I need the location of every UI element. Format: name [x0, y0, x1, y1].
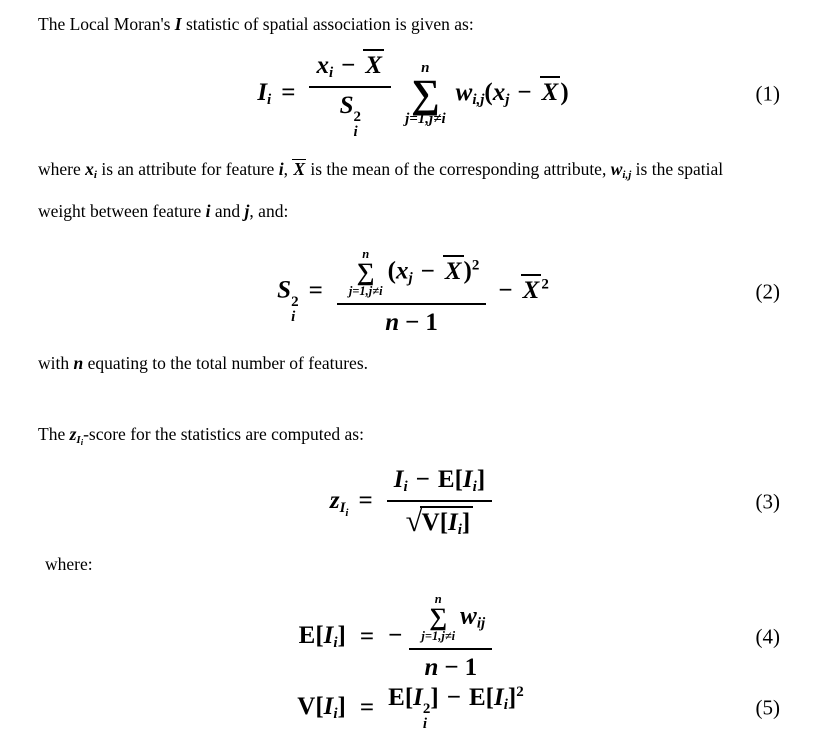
- subscript: i: [328, 64, 334, 81]
- text-run: is the spatial: [631, 159, 724, 179]
- equation-5-lhs: [254, 693, 346, 723]
- subscript: j: [505, 91, 510, 108]
- close-bracket: ]: [337, 622, 346, 649]
- superscript: 2: [471, 257, 480, 274]
- var-S: S: [277, 276, 292, 304]
- subscript: i: [403, 478, 408, 495]
- var-i: i: [205, 201, 211, 221]
- equation-number-1: (1): [755, 81, 780, 106]
- equation-2: [0, 240, 826, 344]
- superscript: 2: [541, 276, 549, 293]
- paragraph-with-n: [38, 345, 796, 381]
- var-w: w: [460, 602, 477, 630]
- var-n: n: [385, 308, 400, 336]
- minus-sign: −: [405, 308, 420, 336]
- var-I: I: [257, 78, 268, 106]
- equation-4: [0, 590, 826, 684]
- numerator: [337, 247, 487, 302]
- operator-E: E: [298, 622, 316, 649]
- equation-1: [0, 46, 826, 142]
- subscript-I: I: [339, 499, 346, 516]
- equals-sign: =: [359, 694, 375, 721]
- subscript: i: [333, 635, 338, 651]
- text-run: statistic of spatial association is given as:: [181, 14, 474, 34]
- x-bar: X: [521, 274, 542, 304]
- var-S: S: [339, 91, 354, 119]
- x-bar: X: [293, 159, 305, 179]
- sum-lower-limit: j=1,j≠i: [405, 111, 446, 127]
- x-bar: X: [540, 76, 561, 106]
- equals-sign: =: [281, 78, 296, 106]
- var-w: w: [455, 78, 473, 106]
- text-run: weight between feature: [38, 201, 206, 221]
- open-bracket: [: [404, 684, 414, 711]
- numerator: [409, 592, 492, 647]
- radicand: [420, 506, 474, 539]
- var-w: w: [610, 159, 623, 179]
- var-x: x: [492, 78, 506, 106]
- open-bracket: [: [315, 622, 324, 649]
- line-2: [38, 193, 796, 229]
- text-run: is the mean of the corresponding attribute,: [306, 159, 611, 179]
- fraction: [409, 592, 492, 681]
- var-I: I: [323, 693, 334, 720]
- sum-lower-limit: j=1,j≠i: [421, 629, 456, 644]
- minus-sign: −: [388, 621, 403, 649]
- denominator: [399, 502, 481, 539]
- numerator: [309, 49, 391, 86]
- paragraph-zscore: [38, 416, 796, 460]
- denominator: [333, 88, 368, 140]
- minus-sign: −: [517, 78, 532, 106]
- subscript: i: [333, 706, 338, 722]
- close-paren: ): [560, 78, 569, 106]
- sum-upper-limit: n: [421, 59, 430, 76]
- var-I: I: [493, 684, 504, 711]
- var-x: x: [85, 159, 94, 179]
- equals-sign: =: [359, 623, 375, 650]
- var-j: j: [244, 201, 250, 221]
- sigma-symbol: ∑: [429, 603, 448, 631]
- math-var-I: I: [174, 14, 182, 34]
- summation: [405, 60, 446, 129]
- var-I: I: [323, 622, 334, 649]
- minus-sign: −: [446, 684, 461, 711]
- operator-E: E: [468, 684, 486, 711]
- numerator: [387, 466, 492, 500]
- subscript: i,j: [472, 91, 485, 108]
- open-bracket: [: [454, 465, 463, 493]
- var-I: I: [462, 465, 473, 493]
- digit-one: 1: [464, 653, 478, 681]
- equation-3: [0, 462, 826, 542]
- text-run: equating to the total number of features.: [83, 353, 369, 373]
- subscript: i,j: [622, 169, 632, 181]
- equation-5: [0, 684, 826, 732]
- x-bar: X: [443, 255, 464, 285]
- equation-1-body: [257, 49, 568, 140]
- line-1: [38, 151, 796, 193]
- text-run: where: [38, 159, 86, 179]
- operator-V: V: [297, 693, 316, 720]
- summation: [349, 247, 383, 298]
- operator-V: V: [421, 508, 440, 536]
- paragraph-intro: [38, 6, 796, 42]
- denominator: [417, 650, 484, 682]
- paragraph-where2: [45, 546, 796, 582]
- sum-lower-limit: j=1,j≠i: [348, 284, 383, 299]
- open-paren: (: [484, 78, 493, 106]
- minus-sign: −: [498, 276, 513, 304]
- text-run: with: [38, 353, 74, 373]
- subscript: i: [267, 91, 272, 108]
- open-paren: (: [387, 257, 396, 285]
- text-run: The Local Moran's: [38, 14, 175, 34]
- operator-E: E: [388, 684, 405, 711]
- var-x: x: [316, 51, 329, 79]
- var-x: x: [395, 257, 409, 285]
- subscript: j: [408, 270, 413, 287]
- var-n: n: [73, 353, 84, 373]
- close-bracket: ]: [476, 465, 486, 493]
- subscript: i: [93, 169, 97, 181]
- close-bracket: ]: [507, 684, 517, 711]
- subscript: i: [503, 697, 508, 713]
- radical-sign: √: [405, 502, 423, 538]
- text-run: is an attribute for feature: [96, 159, 279, 179]
- text-run: where:: [45, 554, 93, 574]
- sum-upper-limit: n: [362, 247, 370, 262]
- text-run: ,: [283, 159, 293, 179]
- minus-sign: −: [444, 653, 459, 681]
- equals-sign: =: [358, 486, 373, 514]
- sup-sub-stack: 2 i: [291, 293, 299, 325]
- paragraph-where-attr: [38, 151, 796, 229]
- var-I: I: [393, 465, 404, 493]
- subscript-i: i: [80, 437, 84, 447]
- fraction: [387, 466, 492, 539]
- subscript-I: I: [76, 434, 81, 446]
- close-bracket: ]: [430, 684, 439, 711]
- minus-sign: −: [420, 257, 435, 285]
- var-I: I: [448, 508, 458, 536]
- equation-3-body: [330, 466, 496, 539]
- operator-E: E: [437, 465, 455, 493]
- subscript: i: [457, 521, 462, 538]
- var-I: I: [413, 684, 423, 711]
- fraction: [337, 247, 487, 336]
- superscript: 2: [516, 684, 524, 700]
- equation-2-body: [277, 247, 549, 336]
- equation-4-lhs: [254, 622, 346, 652]
- equation-number-5: (5): [755, 695, 780, 720]
- text-run: The: [38, 424, 70, 444]
- var-z: z: [329, 486, 340, 514]
- sup-sub-stack: 2 i: [353, 108, 361, 140]
- summation: [421, 592, 455, 643]
- open-bracket: [: [485, 684, 494, 711]
- close-paren: ): [463, 257, 472, 285]
- var-i: i: [278, 159, 284, 179]
- equation-number-2: (2): [755, 279, 780, 304]
- equals-sign: =: [308, 276, 323, 304]
- x-bar: X: [363, 49, 384, 79]
- open-bracket: [: [439, 508, 449, 536]
- sum-upper-limit: n: [434, 592, 442, 607]
- minus-sign: −: [415, 465, 430, 493]
- sigma-symbol: ∑: [356, 258, 375, 286]
- fraction: [309, 49, 391, 140]
- equation-number-3: (3): [755, 489, 780, 514]
- equation-4-rhs: [388, 592, 656, 681]
- equation-number-4: (4): [755, 624, 780, 649]
- var-z: z: [69, 424, 77, 444]
- var-n: n: [424, 653, 439, 681]
- close-bracket: ]: [337, 693, 346, 720]
- subscript: ij: [476, 615, 486, 632]
- equation-5-rhs: [388, 684, 656, 732]
- denominator: [378, 305, 445, 337]
- minus-sign: −: [341, 51, 356, 79]
- open-bracket: [: [315, 693, 324, 720]
- text-run: -score for the statistics are computed as:: [83, 424, 364, 444]
- subscript-i: i: [345, 506, 349, 519]
- square-root: [405, 502, 474, 539]
- digit-one: 1: [425, 308, 438, 336]
- sigma-symbol: ∑: [411, 71, 440, 116]
- text-run: , and:: [249, 201, 289, 221]
- text-run: and: [210, 201, 245, 221]
- close-bracket: ]: [461, 508, 471, 536]
- subscript: i: [472, 478, 477, 495]
- sup-sub-stack: 2 i: [422, 701, 431, 732]
